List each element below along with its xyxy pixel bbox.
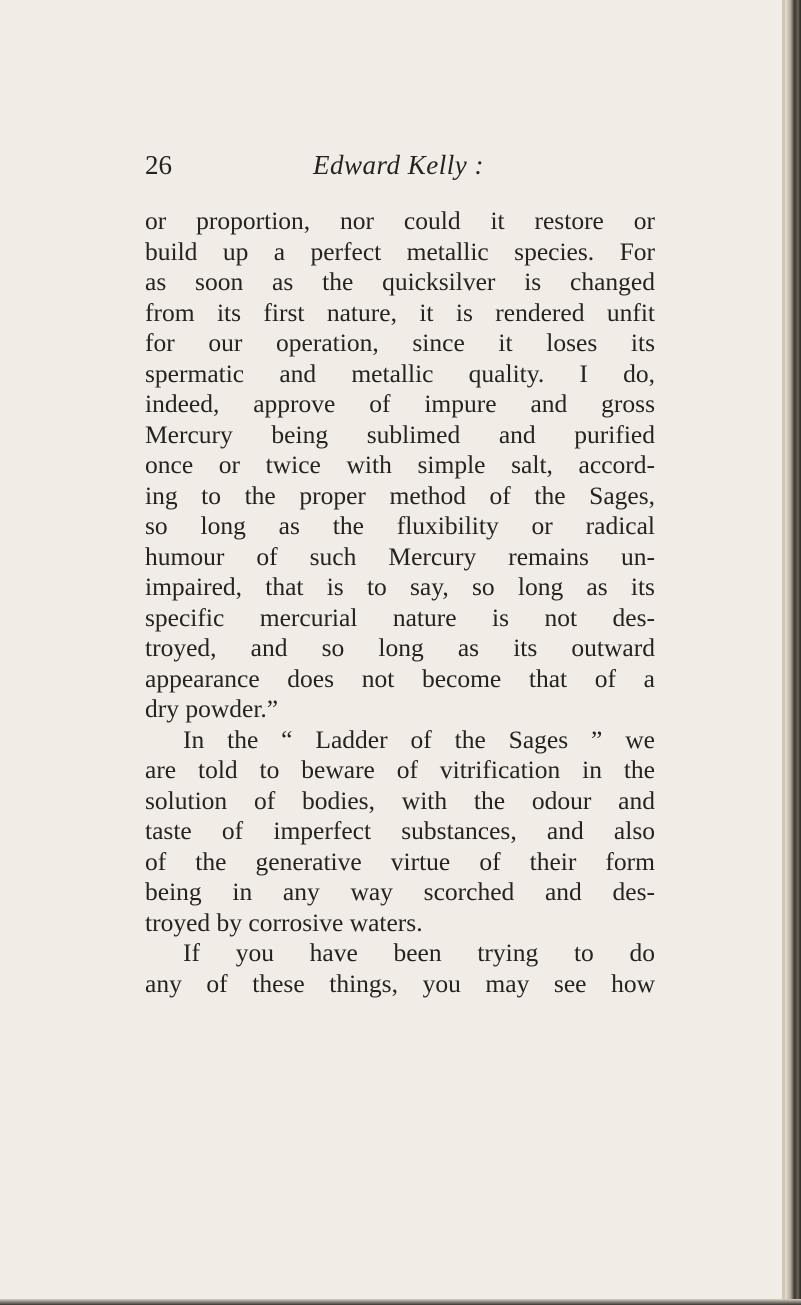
- text-line: troyed by corrosive waters.: [145, 907, 423, 937]
- book-spine-edge: [785, 0, 801, 1305]
- text-line: from its first nature, it is rendered unfit: [145, 297, 655, 327]
- text-line: for our operation, since it loses its: [145, 328, 655, 357]
- text-line: spermatic and metallic quality. I do,: [145, 358, 655, 388]
- text-line: are told to beware of vitrification in the: [145, 755, 655, 784]
- page-bottom-edge: [0, 1299, 801, 1305]
- text-line: taste of imperfect substances, and also: [145, 816, 655, 845]
- text-line: specific mercurial nature is not des-: [145, 602, 655, 632]
- text-line: impaired, that is to say, so long as its: [145, 572, 655, 601]
- text-line: Mercury being sublimed and purified: [145, 419, 655, 449]
- text-line: solution of bodies, with the odour and: [145, 785, 655, 815]
- text-line: In the “ Ladder of the Sages ” we: [183, 724, 655, 754]
- text-line: indeed, approve of impure and gross: [145, 389, 655, 418]
- text-line: so long as the fluxibility or radical: [145, 511, 655, 540]
- text-line: being in any way scorched and des-: [145, 877, 655, 906]
- page-number: 26: [145, 150, 172, 180]
- text-line: ing to the proper method of the Sages,: [145, 480, 655, 510]
- text-line: If you have been trying to do: [183, 938, 655, 967]
- text-line: appearance does not become that of a: [145, 663, 655, 693]
- running-title: Edward Kelly :: [313, 150, 484, 180]
- text-line: as soon as the quicksilver is changed: [145, 267, 655, 296]
- text-line: once or twice with simple salt, accord-: [145, 450, 655, 479]
- text-line: of the generative virtue of their form: [145, 846, 655, 876]
- text-line: or proportion, nor could it restore or: [145, 206, 655, 235]
- body-text: [145, 206, 655, 999]
- text-line: dry powder.”: [145, 694, 279, 723]
- text-line: any of these things, you may see how: [145, 968, 655, 998]
- text-line: troyed, and so long as its outward: [145, 633, 655, 662]
- text-line: build up a perfect metallic species. For: [145, 236, 655, 266]
- running-head: [145, 150, 665, 190]
- text-line: humour of such Mercury remains un-: [145, 541, 655, 571]
